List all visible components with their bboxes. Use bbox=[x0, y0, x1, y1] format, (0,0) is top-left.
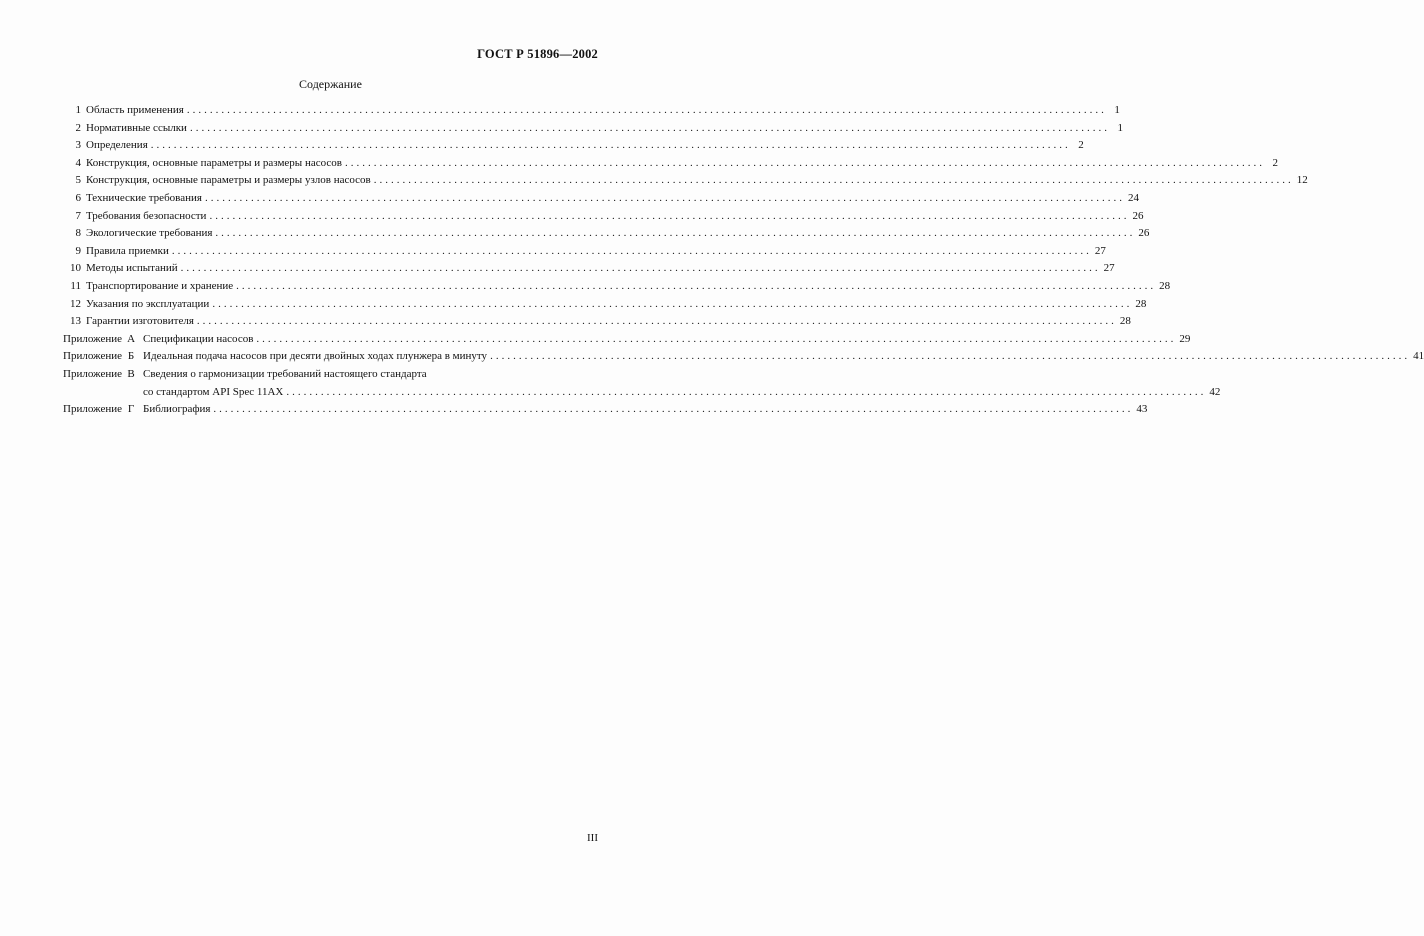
page-number: 12 bbox=[1296, 174, 1308, 187]
page-number: 42 bbox=[1209, 385, 1221, 398]
appendix-label: Приложение bbox=[63, 367, 123, 380]
dot-leader bbox=[181, 260, 1101, 278]
section-title: Транспортирование и хранение bbox=[86, 279, 234, 292]
appendix-label: Приложение bbox=[63, 403, 123, 416]
section-number: 6 bbox=[75, 191, 81, 204]
section-number: 7 bbox=[75, 209, 81, 222]
toc-appendix-entry[interactable] bbox=[63, 401, 1148, 419]
dot-leader bbox=[256, 331, 1176, 349]
section-number: 1 bbox=[75, 104, 81, 116]
appendix-letter: Г bbox=[127, 403, 135, 416]
section-title: Гарантии изготовителя bbox=[86, 315, 194, 328]
section-title: Экологические требования bbox=[86, 227, 213, 240]
dot-leader bbox=[190, 120, 1110, 138]
section-title: Нормативные ссылки bbox=[86, 121, 187, 134]
dot-leader bbox=[187, 102, 1107, 120]
dot-leader bbox=[286, 384, 1206, 402]
dot-leader bbox=[213, 401, 1133, 419]
toc-appendix-entry[interactable] bbox=[63, 348, 1424, 366]
dot-leader bbox=[345, 155, 1265, 173]
dot-leader bbox=[212, 296, 1132, 314]
dot-leader bbox=[205, 190, 1125, 208]
toc-title: Содержание bbox=[299, 77, 362, 91]
appendix-title: Сведения о гармонизации требований настоящего стандарта bbox=[143, 367, 427, 380]
page-number: 29 bbox=[1179, 332, 1191, 345]
page-number: 28 bbox=[1119, 315, 1131, 328]
dot-leader bbox=[151, 137, 1071, 155]
toc-appendix-entry[interactable] bbox=[63, 366, 1221, 401]
appendix-title: Библиография bbox=[143, 403, 211, 416]
section-number: 9 bbox=[75, 244, 81, 257]
appendix-letter: В bbox=[127, 367, 135, 380]
appendix-label: Приложение bbox=[63, 332, 123, 345]
dot-leader bbox=[490, 348, 1410, 366]
toc-entry[interactable] bbox=[63, 102, 1120, 120]
section-number: 5 bbox=[75, 174, 81, 187]
section-number: 10 bbox=[70, 262, 81, 275]
section-title: Указания по эксплуатации bbox=[86, 297, 210, 310]
toc-appendix-entry[interactable] bbox=[63, 331, 1191, 349]
section-title: Требования безопасности bbox=[86, 209, 207, 222]
page-number: 26 bbox=[1138, 227, 1150, 240]
dot-leader bbox=[172, 243, 1092, 261]
page-number: 24 bbox=[1127, 191, 1139, 204]
toc-entry[interactable] bbox=[63, 120, 1123, 138]
table-of-contents bbox=[63, 102, 1424, 419]
standard-header: ГОСТ Р 51896—2002 bbox=[477, 47, 598, 61]
toc-entry[interactable] bbox=[63, 208, 1144, 226]
section-number: 3 bbox=[75, 139, 81, 152]
section-number: 2 bbox=[75, 121, 81, 134]
section-number: 13 bbox=[70, 315, 81, 328]
dot-leader bbox=[374, 172, 1294, 190]
toc-entry[interactable] bbox=[63, 243, 1106, 261]
section-number: 11 bbox=[70, 279, 81, 292]
appendix-label: Приложение bbox=[63, 350, 123, 363]
page-number: 2 bbox=[1272, 156, 1278, 169]
section-title: Технические требования bbox=[86, 191, 202, 204]
section-title: Конструкция, основные параметры и размеры узлов насосов bbox=[86, 174, 371, 187]
dot-leader bbox=[197, 313, 1117, 331]
toc-entry[interactable] bbox=[63, 190, 1139, 208]
toc-entry[interactable] bbox=[63, 313, 1131, 331]
appendix-title: Идеальная подача насосов при десяти двойных ходах плунжера в минуту bbox=[143, 350, 488, 363]
dot-leader bbox=[236, 278, 1156, 296]
toc-entry[interactable] bbox=[63, 296, 1147, 314]
appendix-letter: Б bbox=[127, 350, 135, 363]
page-number: 1 bbox=[1117, 121, 1123, 134]
section-number: 8 bbox=[75, 227, 81, 240]
toc-entry[interactable] bbox=[63, 155, 1278, 173]
page-number: 41 bbox=[1413, 350, 1424, 363]
section-title: Область применения bbox=[86, 104, 184, 116]
appendix-title-line2: со стандартом API Spec 11AX bbox=[143, 385, 284, 398]
page-number: 43 bbox=[1136, 403, 1148, 416]
page-number: 28 bbox=[1135, 297, 1147, 310]
toc-entry[interactable] bbox=[63, 137, 1084, 155]
toc-entry[interactable] bbox=[63, 172, 1308, 190]
page-number: 2 bbox=[1078, 139, 1084, 152]
page-number: 28 bbox=[1159, 279, 1171, 292]
page-number: 26 bbox=[1132, 209, 1144, 222]
page-number: 1 bbox=[1114, 104, 1120, 116]
appendix-title: Спецификации насосов bbox=[143, 332, 254, 345]
toc-entry[interactable] bbox=[63, 225, 1150, 243]
section-number: 4 bbox=[75, 156, 81, 169]
appendix-letter: А bbox=[127, 332, 136, 345]
appendix-title-block bbox=[138, 366, 1220, 401]
page-footer-number: III bbox=[587, 832, 598, 844]
section-title: Методы испытаний bbox=[86, 262, 178, 275]
section-title: Конструкция, основные параметры и размеры насосов bbox=[86, 156, 342, 169]
page-number: 27 bbox=[1094, 244, 1106, 257]
dot-leader bbox=[215, 225, 1135, 243]
section-number: 12 bbox=[70, 297, 81, 310]
page-number: 27 bbox=[1103, 262, 1115, 275]
toc-entry[interactable] bbox=[63, 260, 1115, 278]
appendix-title-continuation bbox=[138, 384, 1220, 402]
toc-entry[interactable] bbox=[63, 278, 1171, 296]
section-title: Правила приемки bbox=[86, 244, 169, 257]
dot-leader bbox=[209, 208, 1129, 226]
section-title: Определения bbox=[86, 139, 148, 152]
